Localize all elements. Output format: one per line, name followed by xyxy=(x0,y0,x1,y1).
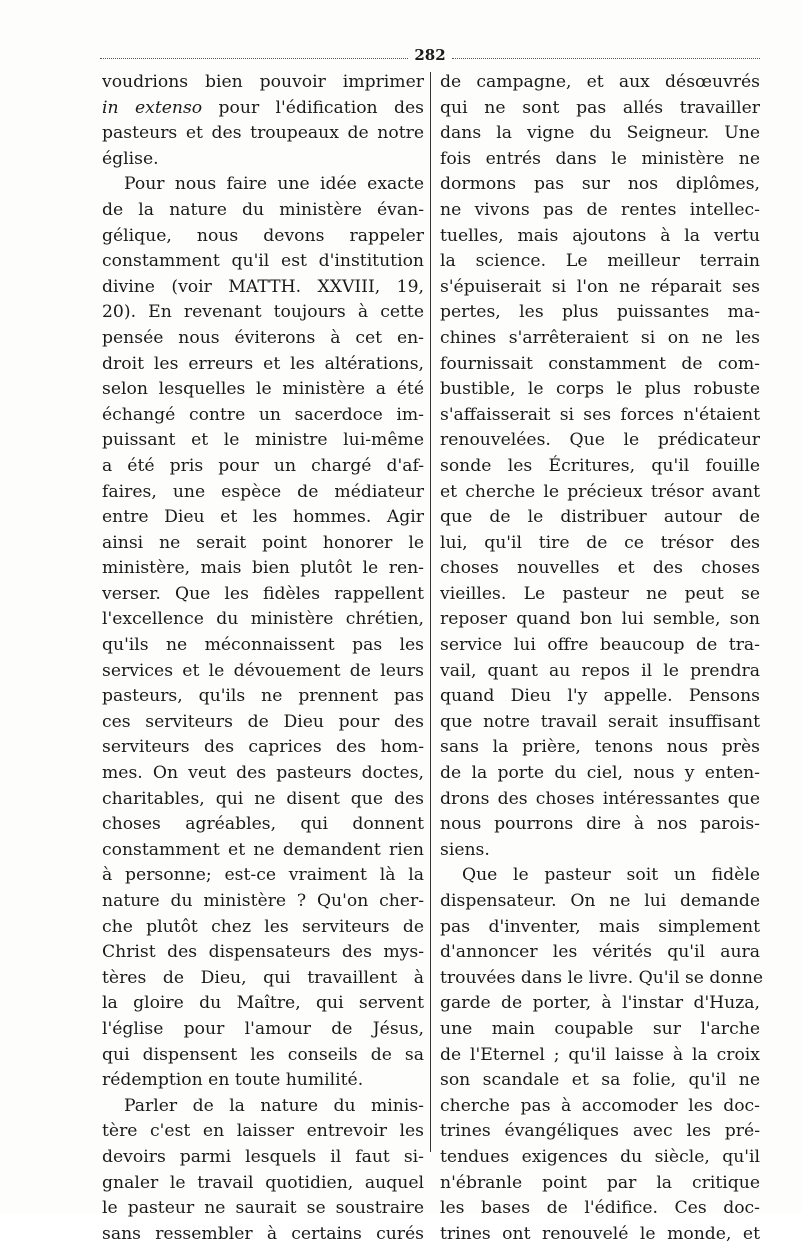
text-line: qui dispensent les conseils de sa xyxy=(102,1044,424,1065)
text-line: échangé contre un sacerdoce im- xyxy=(102,404,424,425)
text-line: siens. xyxy=(440,839,490,860)
text-line: devoirs parmi lesquels il faut si- xyxy=(102,1146,424,1167)
text-line: l'église pour l'amour de Jésus, xyxy=(102,1018,424,1039)
text-line: la gloire du Maître, qui servent xyxy=(102,993,424,1014)
text-line: mes. On veut des pasteurs doctes, xyxy=(102,763,424,784)
text-line: constamment qu'il est d'institution xyxy=(102,251,424,272)
text-line: constamment et ne demandent rien xyxy=(102,839,424,860)
text-line: cherche pas à accomoder les doc- xyxy=(440,1095,760,1116)
text-line: pasteurs et des troupeaux de notre xyxy=(102,123,424,144)
text-line: Parler de la nature du minis- xyxy=(124,1095,424,1116)
text-line: a été pris pour un chargé d'af- xyxy=(102,455,424,476)
text-line: fournissait constamment de com- xyxy=(440,353,760,374)
text-line: que de le distribuer autour de xyxy=(440,507,760,528)
text-line: pas d'inventer, mais simplement xyxy=(440,916,760,937)
text-line: tère c'est en laisser entrevoir les xyxy=(102,1121,424,1142)
text-line: faires, une espèce de médiateur xyxy=(102,481,424,502)
text-line: s'affaisserait si ses forces n'étaient xyxy=(440,404,760,425)
text-line: sonde les Écritures, qu'il fouille xyxy=(440,455,760,476)
text-line: fois entrés dans le ministère ne xyxy=(440,148,760,169)
text-line: de l'Eternel ; qu'il laisse à la croix xyxy=(440,1044,760,1065)
text-line: choses nouvelles et des choses xyxy=(440,558,760,579)
text-line: dormons pas sur nos diplômes, xyxy=(440,174,760,195)
text-line: tuelles, mais ajoutons à la vertu xyxy=(440,225,760,246)
column-divider xyxy=(430,72,431,1152)
left-column xyxy=(102,70,424,1247)
text-line: services et le dévouement de leurs xyxy=(102,660,424,681)
text-line: son scandale et sa folie, qu'il ne xyxy=(440,1070,760,1091)
text-line: 20). En revenant toujours à cette xyxy=(102,302,424,323)
text-line: ministère, mais bien plutôt le ren- xyxy=(102,558,424,579)
right-column xyxy=(440,70,764,1247)
text-line: de la porte du ciel, nous y enten- xyxy=(440,763,760,784)
text-line: église. xyxy=(102,148,159,169)
text-line: ces serviteurs de Dieu pour des xyxy=(102,711,424,732)
page-number: 282 xyxy=(414,46,446,64)
text-line: che plutôt chez les serviteurs de xyxy=(102,916,424,937)
text-line: pensée nous éviterons à cet en- xyxy=(102,327,424,348)
text-line: trines évangéliques avec les pré- xyxy=(440,1121,760,1142)
text-line: rédemption en toute humilité. xyxy=(102,1070,364,1091)
text-line: entre Dieu et les hommes. Agir xyxy=(102,507,424,528)
text-line: ainsi ne serait point honorer le xyxy=(102,532,424,553)
header-rule-left xyxy=(100,58,408,59)
header-rule-right xyxy=(452,58,760,59)
text-line: s'épuiserait si l'on ne réparait ses xyxy=(440,276,760,297)
text-line: nature du ministère ? Qu'on cher- xyxy=(102,891,424,911)
text-line: serviteurs des caprices des hom- xyxy=(102,737,424,758)
text-line: qu'ils ne méconnaissent pas les xyxy=(102,635,424,656)
text-line: tendues exigences du siècle, qu'il xyxy=(440,1146,760,1167)
text-line: de la nature du ministère évan- xyxy=(102,199,424,220)
text-line: pasteurs, qu'ils ne prennent pas xyxy=(102,686,424,707)
text-line: nous pourrons dire à nos parois- xyxy=(440,814,760,835)
text-line: garde de porter, à l'instar d'Huza, xyxy=(440,993,760,1014)
text-line: trines ont renouvelé le monde, et xyxy=(440,1223,760,1244)
text-line: droit les erreurs et les altérations, xyxy=(102,353,424,374)
text-line: de campagne, et aux désœuvrés xyxy=(440,72,760,92)
text-line: lui, qu'il tire de ce trésor des xyxy=(440,532,760,553)
text-line: gélique, nous devons rappeler xyxy=(102,225,424,246)
text-line: le pasteur ne saurait se soustraire xyxy=(102,1198,424,1219)
text-line: bustible, le corps le plus robuste xyxy=(440,379,760,400)
text-line: service lui offre beaucoup de tra- xyxy=(440,635,760,656)
page-header xyxy=(100,46,760,66)
text-line: et cherche le précieux trésor avant xyxy=(440,481,760,502)
text-line: n'ébranle point par la critique xyxy=(440,1172,760,1193)
text-line: qui ne sont pas allés travailler xyxy=(440,97,760,118)
text-line: l'excellence du ministère chrétien, xyxy=(102,609,424,630)
text-line: drons des choses intéressantes que xyxy=(440,788,760,809)
text-line: Que le pasteur soit un fidèle xyxy=(462,865,760,886)
text-line: dispensateur. On ne lui demande xyxy=(440,891,760,911)
text-line: la science. Le meilleur terrain xyxy=(440,251,760,272)
text-line: trouvées dans le livre. Qu'il se donne xyxy=(440,967,764,988)
text-line: verser. Que les fidèles rappellent xyxy=(102,583,424,604)
text-line: sans ressembler à certains curés xyxy=(102,1223,424,1244)
text-line: charitables, qui ne disent que des xyxy=(102,788,424,809)
text-line: choses agréables, qui donnent xyxy=(102,814,424,835)
text-line: chines s'arrêteraient si on ne les xyxy=(440,327,760,348)
text-line: reposer quand bon lui semble, son xyxy=(440,609,760,630)
text-line: renouvelées. Que le prédicateur xyxy=(440,430,760,451)
text-line: pertes, les plus puissantes ma- xyxy=(440,302,760,323)
text-line: vail, quant au repos il le prendra xyxy=(440,660,760,681)
text-line: tères de Dieu, qui travaillent à xyxy=(102,967,424,988)
text-line: puissant et le ministre lui-même xyxy=(102,430,424,451)
text-line: vieilles. Le pasteur ne peut se xyxy=(440,583,760,604)
text-line: Christ des dispensateurs des mys- xyxy=(102,942,424,963)
text-line: ne vivons pas de rentes intellec- xyxy=(440,199,760,220)
text-line: divine (voir MATTH. XXVIII, 19, xyxy=(102,276,424,297)
text-line: une main coupable sur l'arche xyxy=(440,1018,760,1039)
text-line: Pour nous faire une idée exacte xyxy=(124,174,424,195)
text-line: dans la vigne du Seigneur. Une xyxy=(440,123,760,144)
text-line: in extenso pour l'édification des xyxy=(102,97,424,118)
text-line: selon lesquelles le ministère a été xyxy=(102,379,424,400)
text-line: les bases de l'édifice. Ces doc- xyxy=(440,1198,760,1219)
text-line: sans la prière, tenons nous près xyxy=(440,737,760,758)
text-line: que notre travail serait insuffisant xyxy=(440,711,760,732)
text-line: gnaler le travail quotidien, auquel xyxy=(102,1172,424,1193)
text-line: à personne; est-ce vraiment là la xyxy=(102,865,424,886)
text-line: voudrions bien pouvoir imprimer xyxy=(102,72,424,92)
text-line: quand Dieu l'y appelle. Pensons xyxy=(440,686,760,707)
text-line: d'annoncer les vérités qu'il aura xyxy=(440,942,760,963)
